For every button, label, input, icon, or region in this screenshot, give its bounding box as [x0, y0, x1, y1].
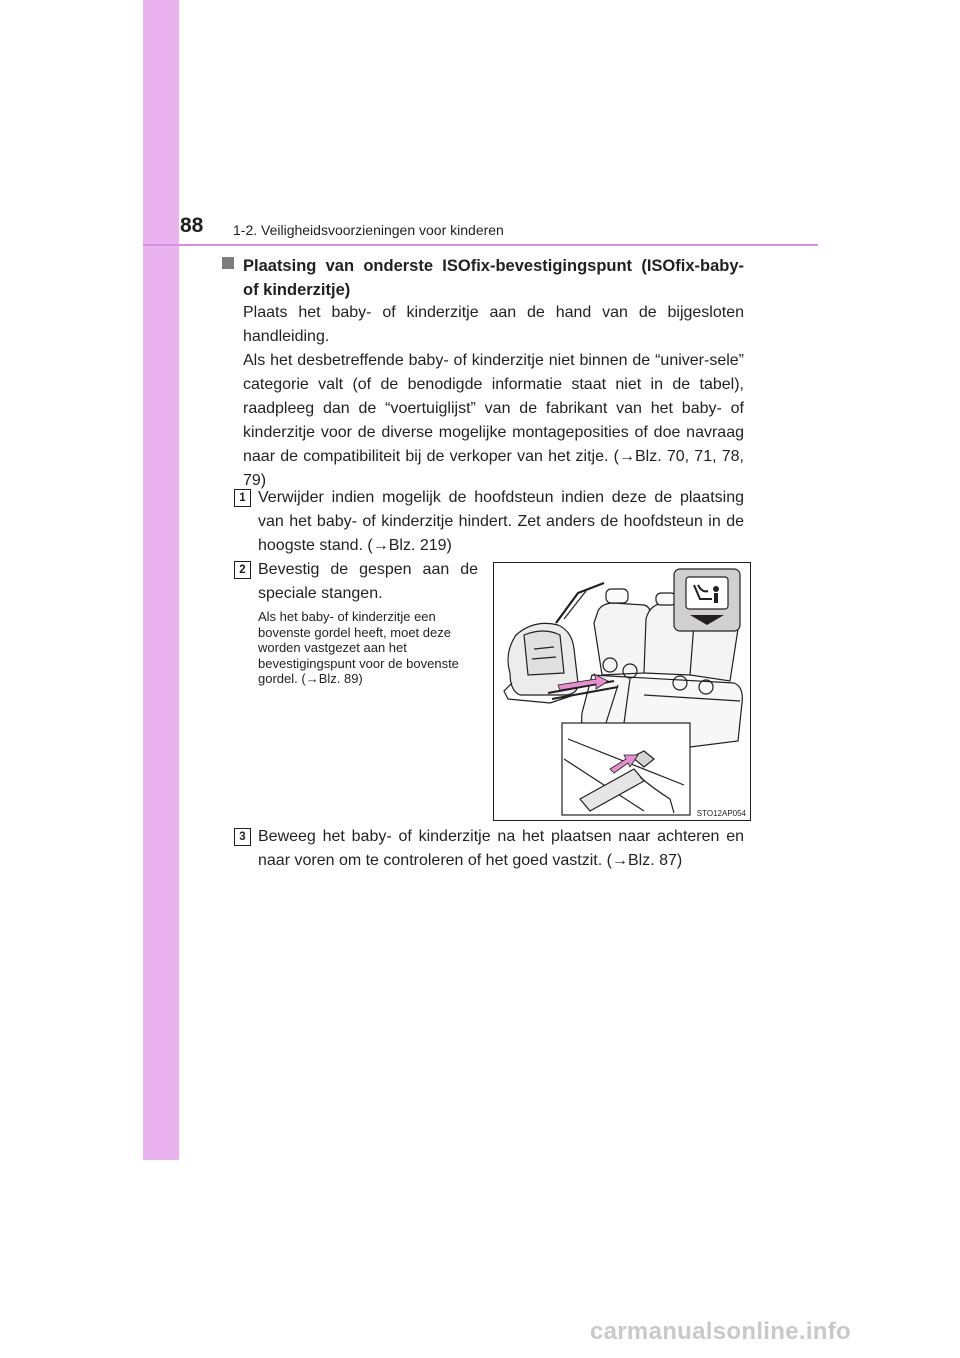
page-number: 88: [180, 214, 204, 237]
isofix-installation-illustration: [493, 562, 751, 821]
step-2-note: Als het baby- of kinderzitje een bovenste gordel heeft, moet deze worden vastgezet aan het bevestigingspunt voor de bovenste gordel. (→Blz. 89): [258, 609, 459, 686]
step-2-text: [258, 558, 478, 606]
watermark: carmanualsonline.info: [590, 1318, 852, 1345]
figure-code: STO12AP054: [696, 809, 746, 818]
car-seat-drawing: [494, 563, 750, 820]
step-number-badge: 2: [234, 561, 251, 579]
section-title: 1-2. Veiligheidsvoorzieningen voor kinderen: [233, 222, 504, 238]
step-2-line-1: Bevestig de gespen aan de: [258, 561, 478, 578]
step-number-badge: 3: [234, 828, 251, 846]
step-2-line-2: speciale stangen.: [258, 585, 383, 602]
intro-paragraph: Plaats het baby- of kinderzitje aan de hand van de bijgesloten handleiding.: [243, 304, 744, 345]
heading-bullet-icon: [222, 257, 234, 269]
step-1-text: Verwijder indien mogelijk de hoofdsteun indien deze de plaatsing van het baby- of kinderzitje hindert. Zet anders de hoofdsteun in de hoogste stand. (→Blz. 219): [258, 489, 744, 554]
compatibility-paragraph: Als het desbetreffende baby- of kinderzitje niet binnen de “univer-sele” categorie valt (of de benodigde informatie staat niet in de tabel), raadpleeg dan de “voertuiglijst” van de fabrikant van het baby- of kinderzitje voor de diverse mogelijke montageposities of doe navraag naar de compatibiliteit bij de verkoper van het zitje. (→Blz. 70, 71, 78, 79): [243, 352, 744, 489]
step-number-badge: 1: [234, 489, 251, 507]
heading-line-1: Plaatsing van onderste ISOfix-bevestigingspunt (ISOfix-baby-: [243, 257, 744, 275]
step-3-text: Beweeg het baby- of kinderzitje na het plaatsen naar achteren en naar voren om te controleren of het goed vastzit. (→Blz. 87): [258, 828, 744, 869]
header-divider: [143, 244, 818, 246]
heading-line-2: of kinderzitje): [243, 281, 351, 299]
chapter-sidebar-tab: [143, 0, 179, 1160]
section-heading: [222, 254, 744, 302]
